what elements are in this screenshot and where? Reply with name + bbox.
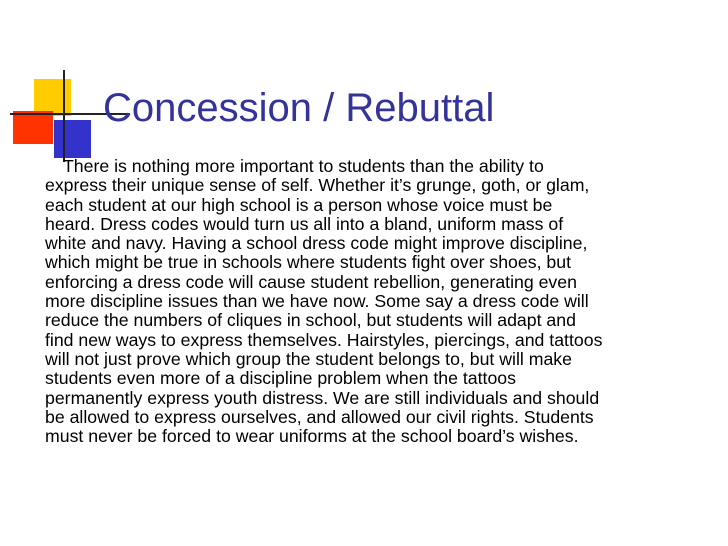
body-line: reduce the numbers of cliques in school, but students will adapt and (45, 310, 576, 331)
body-line: enforcing a dress code will cause student rebellion, generating even (45, 271, 577, 292)
body-line: be allowed to express ourselves, and allowed our civil rights. Students (45, 406, 594, 427)
body-line: more discipline issues than we have now. Some say a dress code will (45, 291, 589, 312)
body-line: There is nothing more important to students than the ability to (63, 156, 544, 176)
body-line: express their unique sense of self. Whether it’s grunge, goth, or glam, (45, 175, 590, 196)
decorative-vertical-line (63, 70, 65, 162)
decorative-red-square (13, 111, 53, 144)
body-line: permanently express youth distress. We are still individuals and should (45, 387, 600, 408)
decorative-blue-square (54, 120, 91, 158)
body-line: which might be true in schools where students fight over shoes, but (45, 252, 571, 273)
body-line: will not just prove which group the student belongs to, but will make (45, 348, 572, 369)
body-line: must never be forced to wear uniforms at the school board’s wishes. (45, 426, 579, 447)
body-line: each student at our high school is a person whose voice must be (45, 194, 553, 215)
slide-title: Concession / Rebuttal (103, 86, 495, 130)
body-line: find new ways to express themselves. Hairstyles, piercings, and tattoos (45, 329, 603, 350)
body-line: students even more of a discipline problem when the tattoos (45, 368, 516, 389)
body-line: heard. Dress codes would turn us all into a bland, uniform mass of (45, 213, 564, 234)
body-line: white and navy. Having a school dress code might improve discipline, (45, 233, 588, 254)
body-paragraph (45, 157, 695, 446)
